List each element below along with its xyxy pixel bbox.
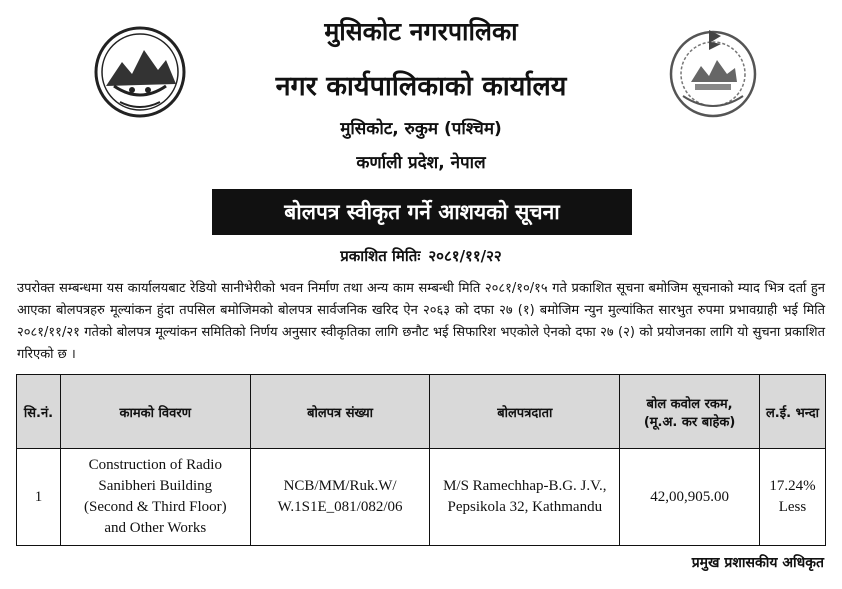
col-header-amount [620,375,760,449]
col-header-amount-line1: बोल कवोल रकम, [646,396,733,412]
col-header-amount-line2: (मू.अ. कर बाहेक) [643,414,736,430]
cell-sn: 1 [17,449,61,546]
cell-bidder [430,449,620,546]
signatory-title: प्रमुख प्रशासकीय अधिकृत [691,555,824,571]
col-header-bidder: बोलपत्रदाता [430,375,620,449]
cell-work-line: (Second & Third Floor) [83,499,227,515]
notice-body: उपरोक्त सम्बन्धमा यस कार्यालयबाट रेडियो सानीभेरीको भवन निर्माण तथा अन्य काम सम्बन्धी मिति २०८१/१०/१५ गते प्रकाशित सूचना बमोजिम सूचनाको म्याद भित्र दर्ता हुन आएका बोलपत्रहरु मूल्यांकन हुंदा तपसिल बमोजिमको बोलपत्र सार्वजनिक खरिद ऐन २०६३ को दफा २७ (१) बमोजिम न्युन मुल्यांकित सारभुत रुपमा प्रभावग्राही भई मिति २०८१/११/२१ गतेको बोलपत्र मूल्यांकन समितिको निर्णय अनुसार स्वीकृतिका लागि छनौट भई सिफारिश भएकोले ऐनको दफा २७ (२) को प्रयोजनका लागि यो सुचना प्रकाशित गरिएको छ । [17,281,825,362]
cell-work-line: Construction of Radio [88,457,222,473]
cell-bidder-line: M/S Ramechhap-B.G. J.V., [443,478,607,494]
col-header-below: ल.ई. भन्दा [759,375,825,449]
province-country: कर्णाली प्रदेश, नेपाल [356,153,486,173]
cell-below-pct: 17.24% [769,478,816,494]
col-header-bid-no: बोलपत्र संख्या [250,375,430,449]
col-header-sn: सि.नं. [17,375,61,449]
municipality-name: मुसिकोट नगरपालिका [324,17,518,46]
notice-title: बोलपत्र स्वीकृत गर्ने आशयको सूचना [212,189,632,235]
published-date-value: २०८१/११/२२ [428,247,502,265]
cell-work-line: Sanibheri Building [98,478,213,494]
table-header-row [17,375,826,449]
published-date-label: प्रकाशित मितिः [340,247,421,265]
office-address: मुसिकोट, रुकुम (पश्चिम) [340,119,502,139]
cell-bid-no [250,449,430,546]
office-name: नगर कार्यपालिकाको कार्यालय [275,71,567,102]
col-header-work: कामको विवरण [60,375,250,449]
cell-work [60,449,250,546]
table-row [17,449,826,546]
cell-bid-no-line: NCB/MM/Ruk.W/ [283,478,397,494]
published-date [0,246,842,266]
cell-amount: 42,00,905.00 [620,449,760,546]
cell-below [759,449,825,546]
cell-bid-no-line: W.1S1E_081/082/06 [277,499,403,515]
cell-bidder-line: Pepsikola 32, Kathmandu [447,499,603,515]
tender-table [16,374,826,546]
cell-work-line: and Other Works [104,520,207,536]
cell-below-less: Less [778,499,807,515]
